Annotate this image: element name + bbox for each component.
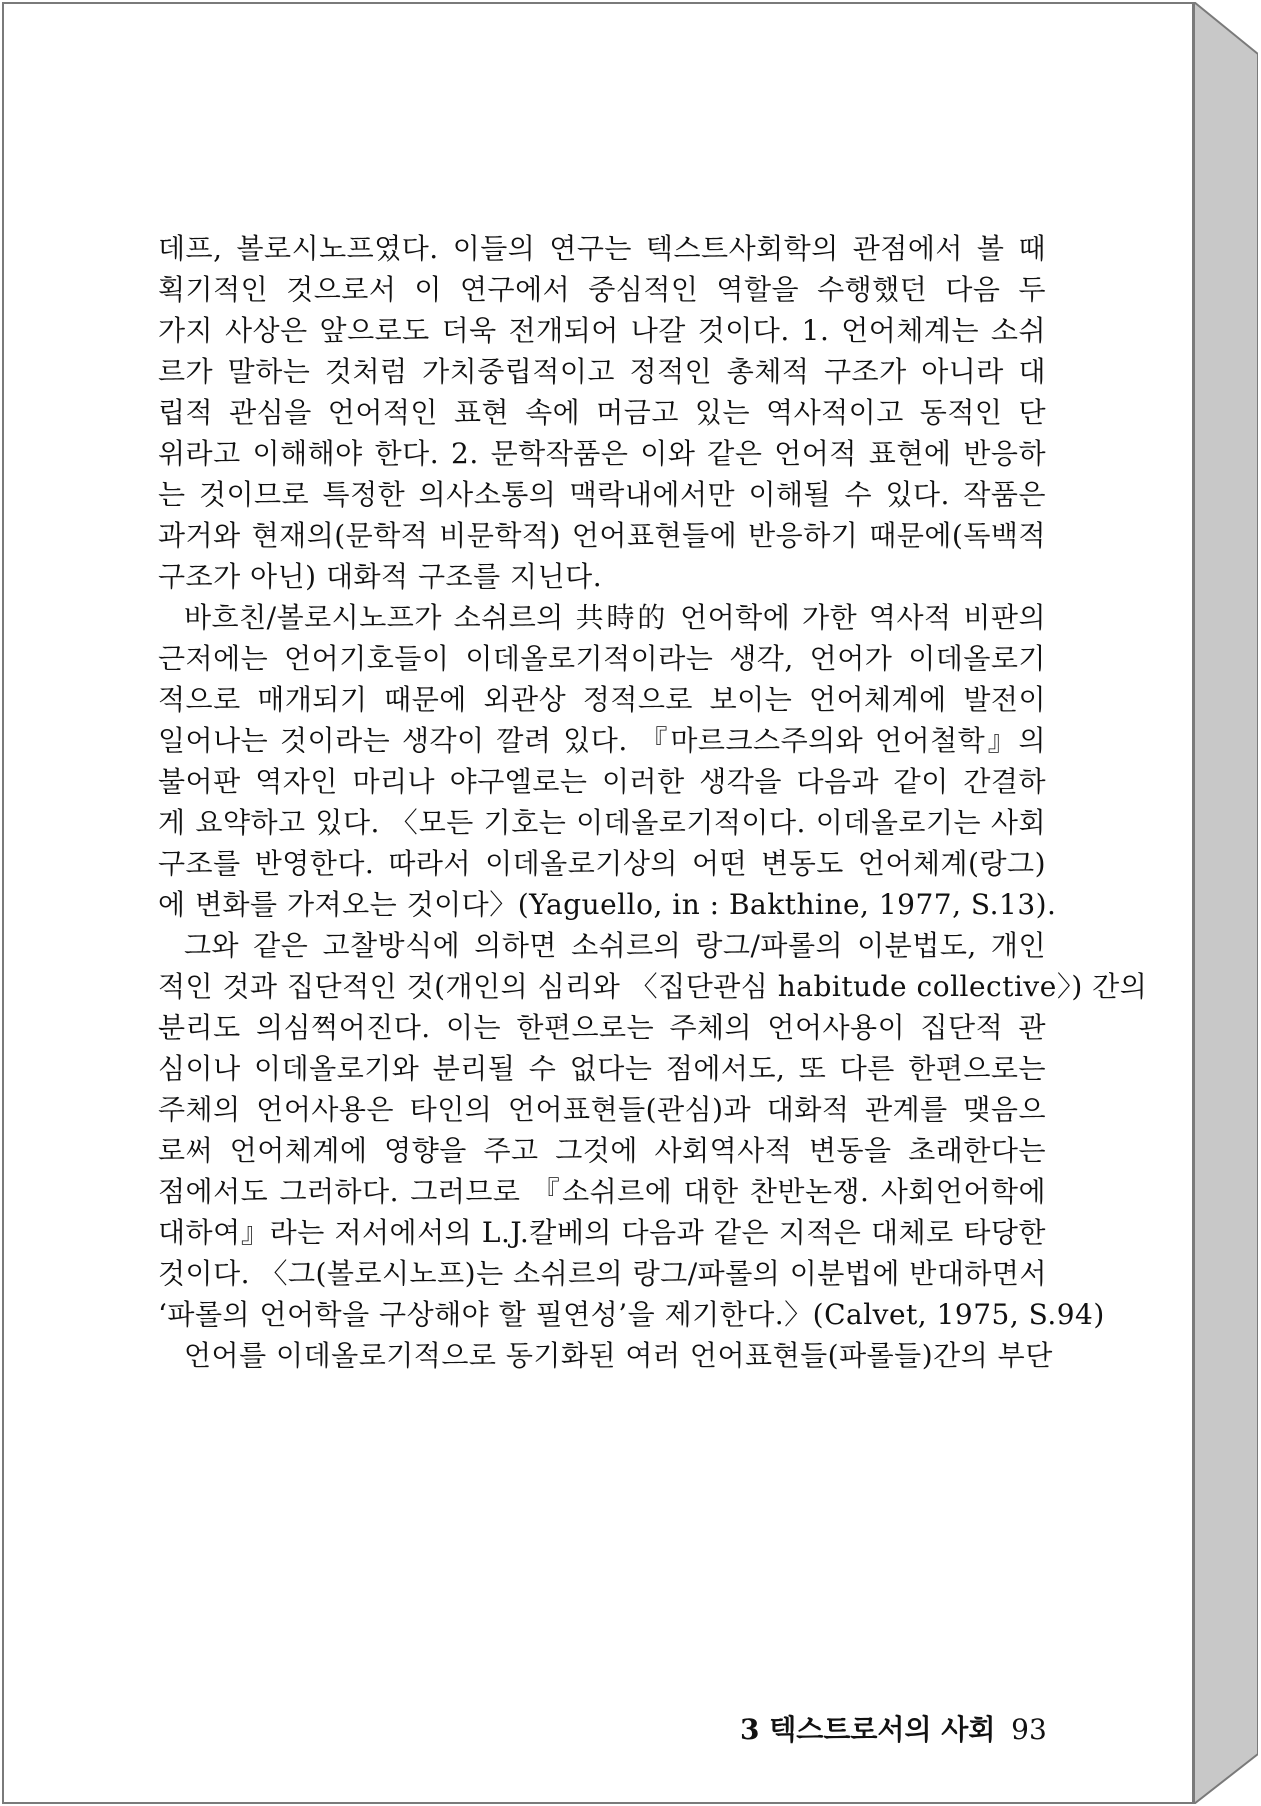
text-line: 그와 같은 고찰방식에 의하면 소쉬르의 랑그/파롤의 이분법도, 개인 — [184, 929, 1046, 962]
text-line: 대하여』라는 저서에서의 L.J.칼베의 다음과 같은 지적은 대체로 타당한 — [158, 1216, 1046, 1249]
text-line: 에 변화를 가져오는 것이다〉(Yaguello, in : Bakthine, 1977, S.13). — [158, 888, 1057, 921]
page-footer — [740, 1708, 1046, 1748]
text-line: 위라고 이해해야 한다. 2. 문학작품은 이와 같은 언어적 표현에 반응하 — [158, 437, 1046, 470]
page-number: 93 — [1011, 1713, 1047, 1746]
running-header-chapter: 3 텍스트로서의 사회 — [740, 1713, 996, 1746]
page-side-edge — [1194, 2, 1258, 1804]
text-line: 바흐친/볼로시노프가 소쉬르의 共時的 언어학에 가한 역사적 비판의 — [184, 601, 1046, 634]
text-line: 불어판 역자인 마리나 야구엘로는 이러한 생각을 다음과 같이 간결하 — [158, 765, 1046, 798]
text-line: 적으로 매개되기 때문에 외관상 정적으로 보이는 언어체계에 발전이 — [158, 683, 1046, 716]
text-line: 구조를 반영한다. 따라서 이데올로기상의 어떤 변동도 언어체계(랑그) — [158, 847, 1046, 880]
text-line: 적인 것과 집단적인 것(개인의 심리와 〈집단관심 habitude collective〉) 간의 — [158, 970, 1148, 1003]
text-line: 과거와 현재의(문학적 비문학적) 언어표현들에 반응하기 때문에(독백적 — [158, 519, 1046, 552]
text-line: 르가 말하는 것처럼 가치중립적이고 정적인 총체적 구조가 아니라 대 — [158, 355, 1046, 388]
text-line: 획기적인 것으로서 이 연구에서 중심적인 역할을 수행했던 다음 두 — [158, 273, 1046, 306]
text-line: ‘파롤의 언어학을 구상해야 할 필연성’을 제기한다.〉(Calvet, 1975, S.94) — [158, 1298, 1105, 1331]
body-text — [158, 228, 1148, 1376]
text-line: 심이나 이데올로기와 분리될 수 없다는 점에서도, 또 다른 한편으로는 — [158, 1052, 1046, 1085]
text-line: 근저에는 언어기호들이 이데올로기적이라는 생각, 언어가 이데올로기 — [158, 642, 1046, 675]
text-line: 것이다. 〈그(볼로시노프)는 소쉬르의 랑그/파롤의 이분법에 반대하면서 — [158, 1257, 1048, 1290]
text-line: 로써 언어체계에 영향을 주고 그것에 사회역사적 변동을 초래한다는 — [158, 1134, 1046, 1167]
text-line: 는 것이므로 특정한 의사소통의 맥락내에서만 이해될 수 있다. 작품은 — [158, 478, 1046, 511]
text-line: 일어나는 것이라는 생각이 깔려 있다. 『마르크스주의와 언어철학』의 — [158, 724, 1046, 757]
text-line: 주체의 언어사용은 타인의 언어표현들(관심)과 대화적 관계를 맺음으 — [158, 1093, 1046, 1126]
text-line: 점에서도 그러하다. 그러므로 『소쉬르에 대한 찬반논쟁. 사회언어학에 — [158, 1175, 1046, 1208]
text-line: 게 요약하고 있다. 〈모든 기호는 이데올로기적이다. 이데올로기는 사회 — [158, 806, 1046, 839]
text-line: 가지 사상은 앞으로도 더욱 전개되어 나갈 것이다. 1. 언어체계는 소쉬 — [158, 314, 1046, 347]
text-line: 립적 관심을 언어적인 표현 속에 머금고 있는 역사적이고 동적인 단 — [158, 396, 1046, 429]
text-line: 분리도 의심쩍어진다. 이는 한편으로는 주체의 언어사용이 집단적 관 — [158, 1011, 1046, 1044]
text-line: 구조가 아닌) 대화적 구조를 지닌다. — [158, 560, 603, 593]
text-line: 언어를 이데올로기적으로 동기화된 여러 언어표현들(파롤들)간의 부단 — [184, 1339, 1053, 1372]
text-line: 데프, 볼로시노프였다. 이들의 연구는 텍스트사회학의 관점에서 볼 때 — [158, 232, 1046, 265]
